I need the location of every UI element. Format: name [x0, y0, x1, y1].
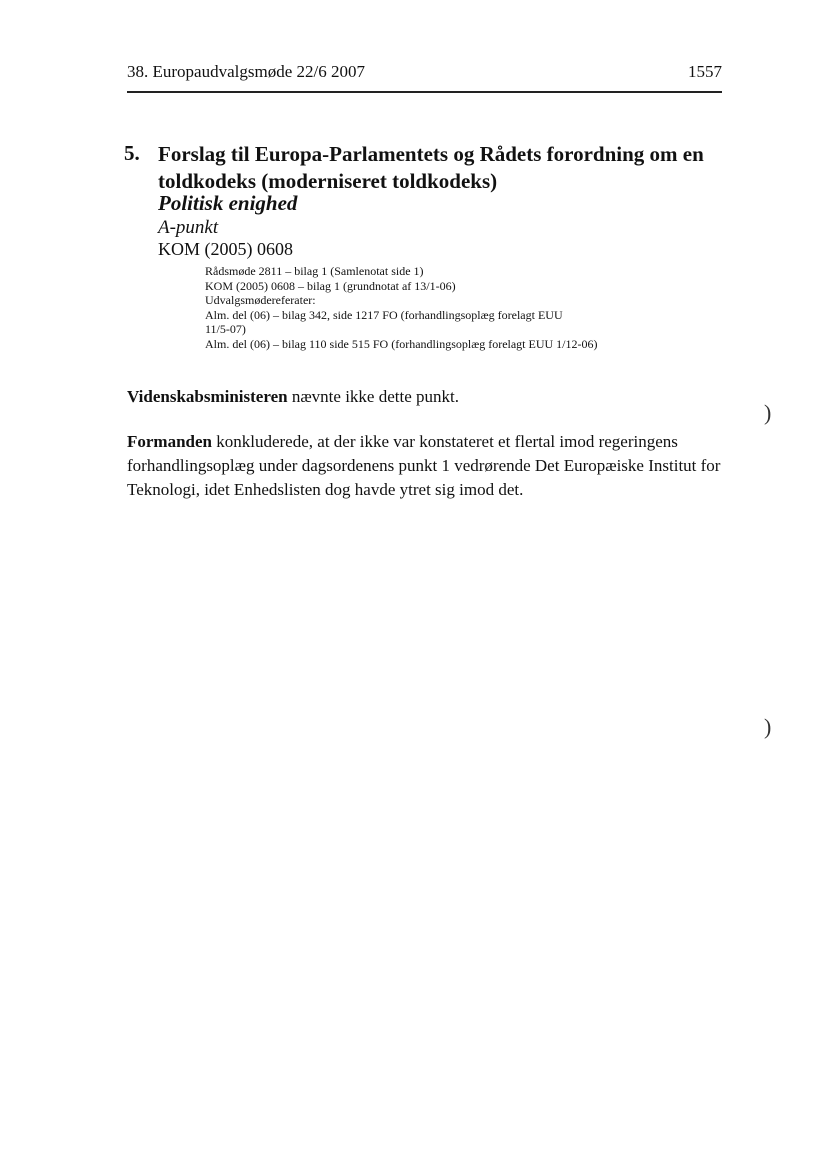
reference-item: Alm. del (06) – bilag 342, side 1217 FO (forhandlingsoplæg forelagt EUU	[205, 307, 563, 322]
item-kom-reference: KOM (2005) 0608	[158, 239, 293, 259]
speaker-name: Videnskabsministeren	[127, 387, 288, 406]
margin-mark: )	[764, 400, 772, 425]
header-rule	[127, 91, 722, 93]
reference-list	[205, 264, 685, 351]
paragraph-chair	[127, 430, 727, 502]
reference-item: KOM (2005) 0608 – bilag 1 (grundnotat af 13/1-06)	[205, 278, 456, 293]
reference-item: Rådsmøde 2811 – bilag 1 (Samlenotat side 1)	[205, 264, 424, 278]
item-subtitle: Politisk enighed	[158, 191, 298, 215]
reference-item: 11/5-07)	[205, 322, 246, 336]
paragraph-text: konkluderede, at der ikke var konstateret et flertal imod regeringens forhandlingsoplæg under dagsordenens punkt 1 vedrørende Det Europæiske Institut for Teknologi, idet Enhedslisten dog havde ytret sig imod det.	[127, 432, 721, 499]
page-number: 1557	[688, 62, 722, 81]
reference-item: Alm. del (06) – bilag 110 side 515 FO (forhandlingsoplæg forelagt EUU 1/12-06)	[205, 336, 598, 351]
speaker-name: Formanden	[127, 432, 212, 451]
item-type: A-punkt	[158, 217, 219, 238]
margin-mark: )	[764, 714, 772, 739]
item-number: 5.	[124, 141, 140, 165]
reference-item: Udvalgsmødereferater:	[205, 293, 316, 307]
paragraph-text: nævnte ikke dette punkt.	[287, 387, 459, 406]
paragraph-minister	[127, 385, 727, 409]
page-header	[127, 62, 722, 84]
item-title: Forslag til Europa-Parlamentets og Rådets forordning om en toldkodeks (moderniseret toldkodeks)	[158, 142, 704, 193]
running-title: 38. Europaudvalgsmøde 22/6 2007	[127, 62, 365, 81]
